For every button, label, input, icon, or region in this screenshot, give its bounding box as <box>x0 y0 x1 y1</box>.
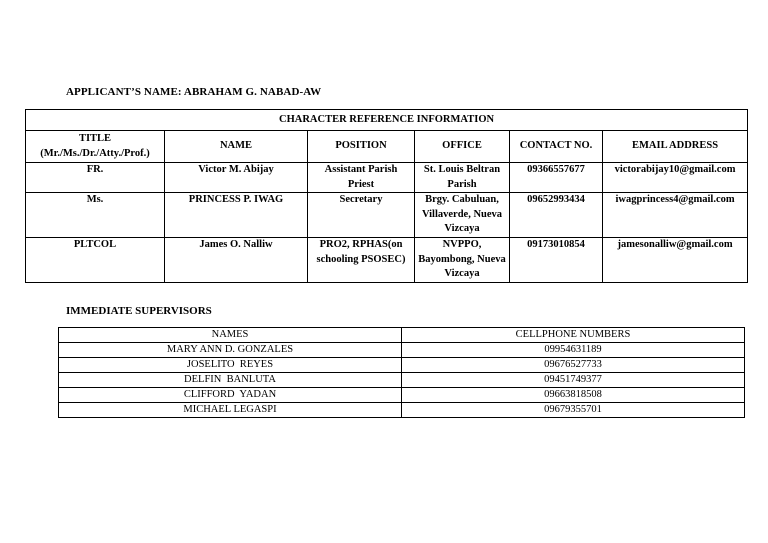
supervisor-name: CLIFFORD YADAN <box>59 388 402 403</box>
header-contact: CONTACT NO. <box>510 131 603 163</box>
supervisor-phone: 09676527733 <box>402 358 745 373</box>
ref-title: PLTCOL <box>26 238 165 283</box>
supervisors-heading: IMMEDIATE SUPERVISORS <box>66 305 212 317</box>
ref-office: NVPPO, Bayombong, Nueva Vizcaya <box>415 238 510 283</box>
ref-name: Victor M. Abijay <box>165 163 308 193</box>
supervisor-phone: 09451749377 <box>402 373 745 388</box>
applicant-name-line <box>66 86 321 98</box>
supervisor-name: MICHAEL LEGASPI <box>59 403 402 418</box>
applicant-label: APPLICANT’S NAME: <box>66 86 182 98</box>
ref-contact: 09652993434 <box>510 193 603 238</box>
ref-title: FR. <box>26 163 165 193</box>
ref-position: PRO2, RPHAS(on schooling PSOSEC) <box>308 238 415 283</box>
supervisor-name: JOSELITO REYES <box>59 358 402 373</box>
supervisor-phone: 09954631189 <box>402 343 745 358</box>
supervisor-phone: 09663818508 <box>402 388 745 403</box>
ref-name: PRINCESS P. IWAG <box>165 193 308 238</box>
character-reference-table <box>25 109 748 283</box>
header-office: OFFICE <box>415 131 510 163</box>
ref-email: victorabijay10@gmail.com <box>603 163 748 193</box>
table-row <box>26 193 748 238</box>
supervisors-table <box>58 327 745 418</box>
supervisor-name: MARY ANN D. GONZALES <box>59 343 402 358</box>
table-row <box>26 163 748 193</box>
reference-caption: CHARACTER REFERENCE INFORMATION <box>26 110 748 131</box>
applicant-name: ABRAHAM G. NABAD-AW <box>183 86 322 98</box>
header-names: NAMES <box>59 328 402 343</box>
ref-email: jamesonalliw@gmail.com <box>603 238 748 283</box>
supervisor-phone: 09679355701 <box>402 403 745 418</box>
table-row <box>26 238 748 283</box>
table-row <box>59 373 745 388</box>
header-phones: CELLPHONE NUMBERS <box>402 328 745 343</box>
header-name: NAME <box>165 131 308 163</box>
header-email: EMAIL ADDRESS <box>603 131 748 163</box>
ref-contact: 09366557677 <box>510 163 603 193</box>
table-row <box>59 358 745 373</box>
ref-position: Secretary <box>308 193 415 238</box>
table-row <box>59 343 745 358</box>
ref-title: Ms. <box>26 193 165 238</box>
ref-office: Brgy. Cabuluan, Villaverde, Nueva Vizcaya <box>415 193 510 238</box>
supervisor-name: DELFIN BANLUTA <box>59 373 402 388</box>
ref-office: St. Louis Beltran Parish <box>415 163 510 193</box>
ref-name: James O. Nalliw <box>165 238 308 283</box>
ref-email: iwagprincess4@gmail.com <box>603 193 748 238</box>
table-row <box>59 388 745 403</box>
table-row <box>59 403 745 418</box>
header-position: POSITION <box>308 131 415 163</box>
header-title: TITLE (Mr./Ms./Dr./Atty./Prof.) <box>26 131 165 163</box>
ref-position: Assistant Parish Priest <box>308 163 415 193</box>
ref-contact: 09173010854 <box>510 238 603 283</box>
